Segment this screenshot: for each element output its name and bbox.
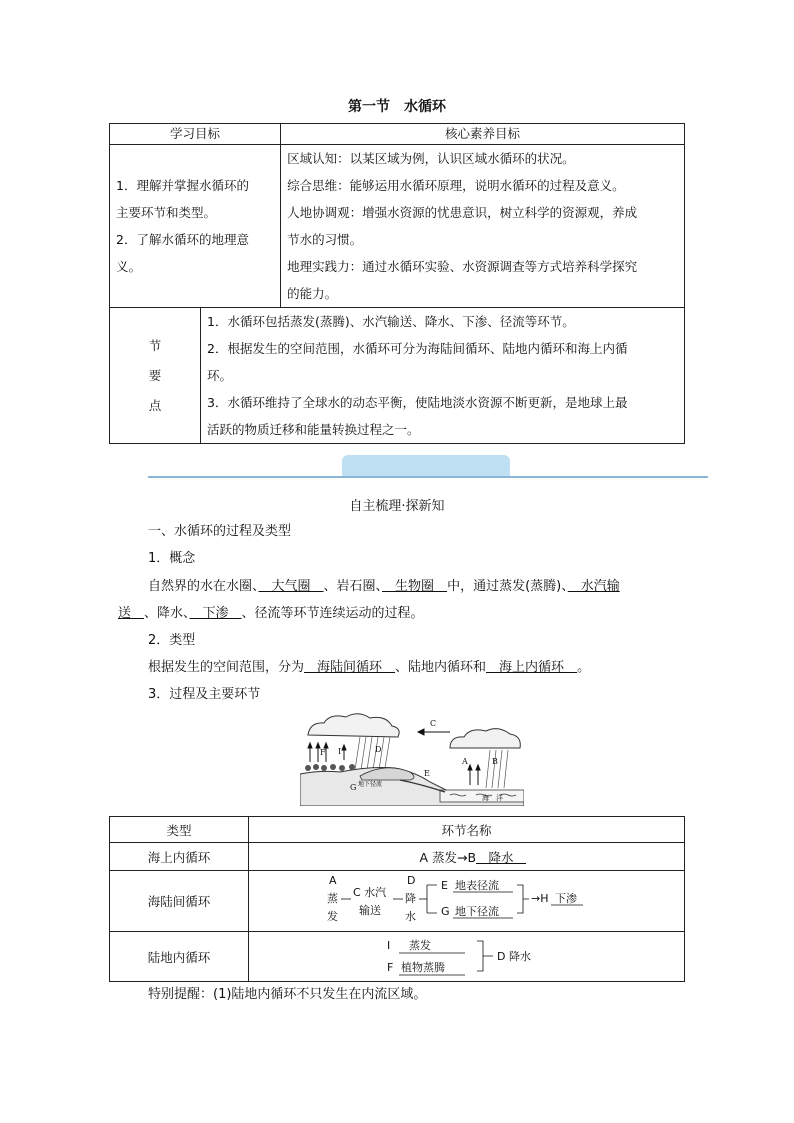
svg-text:E: E <box>440 879 448 892</box>
cycle-table <box>109 816 685 982</box>
label-e: E <box>424 769 430 778</box>
concept-heading: 1．概念 <box>148 551 196 566</box>
landsea-flow <box>317 872 617 930</box>
key-points: 1．水循环包括蒸发(蒸腾)、水汽输送、降水、下渗、径流等环节。 2．根据发生的空间范围，水循环可分为海陆间循环、陆地内循环和海上内循 环。 3．水循环维持了全球水的动态平衡，使陆地淡水资源不断更新，是地球上最 活跃的物质迁移和能量转换过程之一。 <box>201 308 685 444</box>
svg-text:D 降水: D 降水 <box>496 949 531 963</box>
cloud-left <box>308 714 399 737</box>
svg-text:植物蒸腾: 植物蒸腾 <box>400 960 445 974</box>
row-type-land: 陆地内循环 <box>110 932 249 982</box>
svg-text:地表径流: 地表径流 <box>454 879 499 892</box>
label-i: I <box>338 747 342 756</box>
part1-heading: 一、水循环的过程及类型 <box>148 524 292 539</box>
header-type: 类型 <box>110 817 249 843</box>
blank-sea: 海上内循环 <box>486 660 578 675</box>
label-f: F <box>320 748 326 757</box>
svg-text:下渗: 下渗 <box>554 892 577 905</box>
label-g: G <box>350 783 357 792</box>
arrow-c <box>418 729 450 735</box>
blank-sea-land: 海陆间循环 <box>304 660 396 675</box>
learning-goals: 1．理解并掌握水循环的 主要环节和类型。 2．了解水循环的地理意 义。 <box>110 145 281 308</box>
type-line: 根据发生的空间范围，分为 海陆间循环 、陆地内循环和 海上内循环 。 <box>148 660 591 675</box>
svg-text:降: 降 <box>404 892 416 905</box>
rain-right <box>486 750 508 788</box>
rain-left <box>355 737 390 770</box>
blank-atmosphere: 大气圈 <box>258 579 324 594</box>
blank-precip: 降水 <box>476 849 527 865</box>
type-heading: 2．类型 <box>148 633 196 648</box>
col2-header: 核心素养目标 <box>281 124 685 145</box>
row-type-landsea: 海陆间循环 <box>110 871 249 932</box>
concept-line-2: 送 、降水、 下渗 、径流等环节连续运动的过程。 <box>118 606 424 621</box>
row-steps-land <box>249 932 685 982</box>
process-heading: 3．过程及主要环节 <box>148 687 261 702</box>
col1-header: 学习目标 <box>110 124 281 145</box>
label-underground: 地下径流 <box>358 781 383 788</box>
blank-vapor-1: 水汽输 <box>567 579 620 594</box>
svg-text:蒸发: 蒸发 <box>408 938 431 952</box>
objectives-table <box>109 123 685 444</box>
label-d: D <box>375 745 382 754</box>
svg-text:→H: →H <box>530 892 548 905</box>
svg-text:G: G <box>440 905 450 918</box>
blank-vapor-2: 送 <box>118 606 145 621</box>
up-arrows-sea <box>468 765 480 785</box>
label-c: C <box>430 719 437 728</box>
core-goals: 区域认知：以某区域为例，认识区域水循环的状况。 综合思维：能够运用水循环原理，说明水循环的过程及意义。 人地协调观：增强水资源的忧患意识，树立科学的资源观，养成 节水的习惯。 地理实践力：通过水循环实验、水资源调查等方式培养科学探究 的能力。 <box>281 145 685 308</box>
concept-line-1: 自然界的水在水圈、 大气圈 、岩石圈、 生物圈 中，通过蒸发(蒸腾)、 水汽输 <box>148 579 620 594</box>
row-type-sea: 海上内循环 <box>110 843 249 871</box>
svg-text:发: 发 <box>326 910 338 923</box>
section-divider <box>148 455 708 479</box>
label-a: A <box>462 757 468 766</box>
row-steps-sea: A 蒸发→B 降水 <box>249 843 685 871</box>
svg-text:I: I <box>386 938 390 952</box>
label-sea: 海 洋 <box>482 794 503 802</box>
svg-text:C 水汽: C 水汽 <box>352 886 386 899</box>
svg-text:水: 水 <box>404 910 416 923</box>
section-header: 自主梳理·探新知 <box>349 499 445 514</box>
blank-infiltration: 下渗 <box>189 606 242 621</box>
key-points-label: 节 要 点 <box>110 308 201 444</box>
cloud-right <box>450 729 520 748</box>
land-flow <box>367 935 567 979</box>
blank-biosphere: 生物圈 <box>382 579 448 594</box>
svg-text:蒸: 蒸 <box>326 892 338 905</box>
special-note: 特别提醒：(1)陆地内循环不只发生在内流区域。 <box>148 987 427 1002</box>
water-cycle-diagram <box>300 710 524 806</box>
svg-text:D: D <box>406 874 415 887</box>
svg-text:A: A <box>328 874 337 887</box>
svg-text:地下径流: 地下径流 <box>454 905 499 918</box>
row-steps-landsea <box>249 871 685 932</box>
page-title: 第一节 水循环 <box>348 99 446 115</box>
header-steps: 环节名称 <box>249 817 685 843</box>
trees <box>305 764 355 771</box>
label-b: B <box>492 757 498 766</box>
svg-text:输送: 输送 <box>358 904 381 917</box>
svg-text:F: F <box>386 960 393 974</box>
